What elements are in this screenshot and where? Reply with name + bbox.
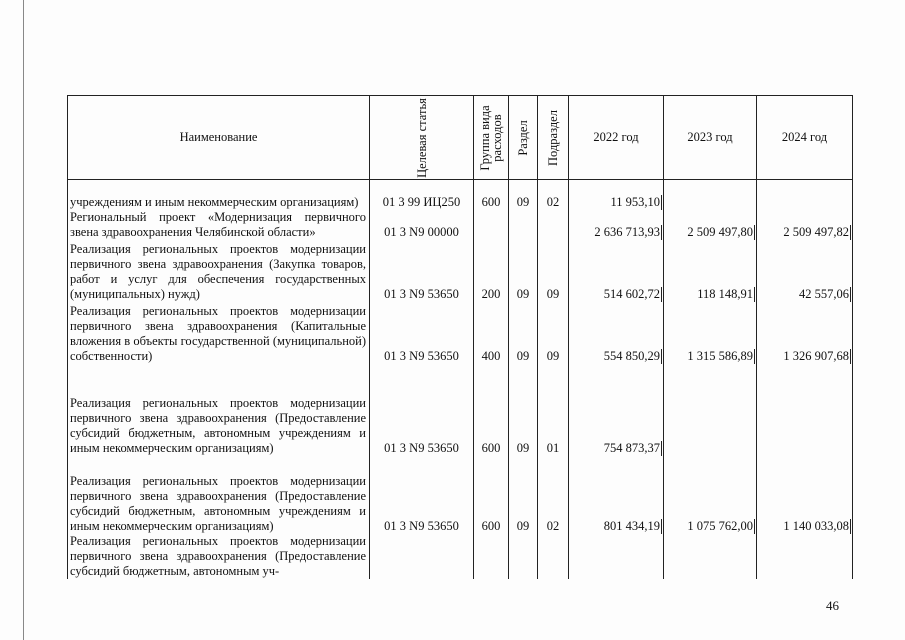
row-2022: 514 602,72	[569, 240, 664, 302]
row-section	[509, 534, 538, 579]
row-2022: 11 953,10	[569, 180, 664, 210]
header-2023: 2023 год	[664, 96, 757, 180]
row-section: 09	[509, 240, 538, 302]
table-row	[68, 364, 853, 456]
header-name: Наименование	[68, 96, 370, 180]
row-article: 01 3 99 ИЦ250	[370, 180, 474, 210]
row-2024	[757, 364, 853, 456]
row-name: Региональный проект «Модернизация первичного звена здравоохранения Челябинской области»	[68, 210, 370, 240]
row-subsection: 01	[538, 364, 569, 456]
row-2023: 1 315 586,89	[664, 302, 757, 364]
row-2024: 2 509 497,82	[757, 210, 853, 240]
row-2023: 1 075 762,00	[664, 456, 757, 534]
table-row	[68, 240, 853, 302]
header-group: Группа вида расходов	[474, 96, 509, 180]
row-article: 01 3 N9 53650	[370, 364, 474, 456]
row-group: 200	[474, 240, 509, 302]
table-header-row	[68, 96, 853, 180]
row-section: 09	[509, 456, 538, 534]
table-row	[68, 534, 853, 579]
header-article: Целевая статья	[370, 96, 474, 180]
row-2023	[664, 364, 757, 456]
row-2022: 801 434,19	[569, 456, 664, 534]
table-row	[68, 210, 853, 240]
row-name: Реализация региональных проектов модернизации первичного звена здравоохранения (Предоставление субсидий бюджетным, автономным учреждениям и иным некоммерческим организациям)	[68, 456, 370, 534]
row-2023: 118 148,91	[664, 240, 757, 302]
row-article: 01 3 N9 00000	[370, 210, 474, 240]
row-2024	[757, 180, 853, 210]
row-subsection: 02	[538, 180, 569, 210]
row-name: Реализация региональных проектов модернизации первичного звена здравоохранения (Капитальные вложения в объекты государственной (муниципальной) собственности)	[68, 302, 370, 364]
row-2023	[664, 534, 757, 579]
row-section	[509, 210, 538, 240]
row-group: 600	[474, 180, 509, 210]
row-group: 600	[474, 364, 509, 456]
row-2022: 554 850,29	[569, 302, 664, 364]
row-name: Реализация региональных проектов модернизации первичного звена здравоохранения (Предоставление субсидий бюджетным, автономным уч-	[68, 534, 370, 579]
row-section: 09	[509, 180, 538, 210]
page-number: 46	[826, 598, 839, 613]
row-subsection	[538, 210, 569, 240]
row-section: 09	[509, 302, 538, 364]
row-article: 01 3 N9 53650	[370, 240, 474, 302]
row-2024: 42 557,06	[757, 240, 853, 302]
row-name: учреждениям и иным некоммерческим организациям)	[68, 180, 370, 210]
row-2022: 754 873,37	[569, 364, 664, 456]
row-2023	[664, 180, 757, 210]
header-section: Раздел	[509, 96, 538, 180]
row-name: Реализация региональных проектов модернизации первичного звена здравоохранения (Предоставление субсидий бюджетным, автономным учреждениям и иным некоммерческим организациям)	[68, 364, 370, 456]
row-2022: 2 636 713,93	[569, 210, 664, 240]
budget-table	[67, 95, 853, 579]
row-subsection: 09	[538, 240, 569, 302]
table-row	[68, 180, 853, 210]
row-subsection: 02	[538, 456, 569, 534]
row-2024: 1 140 033,08	[757, 456, 853, 534]
row-name: Реализация региональных проектов модернизации первичного звена здравоохранения (Закупка товаров, работ и услуг для обеспечения государственных (муниципальных) нужд)	[68, 240, 370, 302]
row-subsection	[538, 534, 569, 579]
row-2024: 1 326 907,68	[757, 302, 853, 364]
row-article	[370, 534, 474, 579]
row-group	[474, 210, 509, 240]
header-subsection: Подраздел	[538, 96, 569, 180]
header-2022: 2022 год	[569, 96, 664, 180]
scan-edge-line	[23, 0, 24, 640]
row-2023: 2 509 497,80	[664, 210, 757, 240]
row-section: 09	[509, 364, 538, 456]
row-2022	[569, 534, 664, 579]
row-group	[474, 534, 509, 579]
table-row	[68, 456, 853, 534]
table-row	[68, 302, 853, 364]
row-article: 01 3 N9 53650	[370, 302, 474, 364]
row-article: 01 3 N9 53650	[370, 456, 474, 534]
row-2024	[757, 534, 853, 579]
row-group: 600	[474, 456, 509, 534]
row-group: 400	[474, 302, 509, 364]
row-subsection: 09	[538, 302, 569, 364]
header-2024: 2024 год	[757, 96, 853, 180]
